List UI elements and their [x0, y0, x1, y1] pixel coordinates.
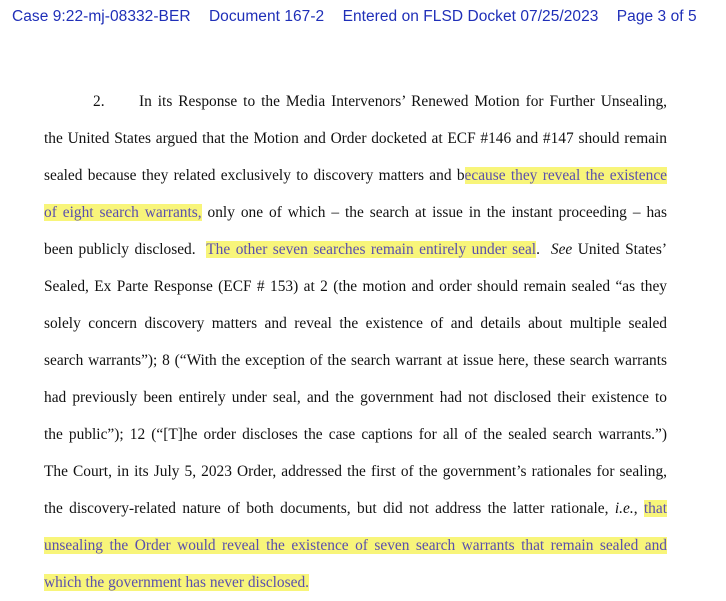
text-span: The Court, in its July 5, 2023 Order, addressed the first of the government’s rationales for sealing,: [44, 463, 667, 480]
document-number: Document 167-2: [208, 8, 325, 25]
text-line: [44, 564, 667, 601]
highlighted-text: which the government has never disclosed.: [44, 574, 309, 591]
text-line: [44, 120, 667, 157]
abbreviation-ie: i.e.: [614, 500, 634, 517]
text-span: United States’: [572, 241, 667, 258]
text-line: [44, 194, 667, 231]
docket-header: [12, 8, 714, 26]
text-line: [44, 453, 667, 490]
text-span: solely concern discovery matters and reveal the existence of and details about multiple sealed: [44, 315, 667, 332]
highlighted-text: The other seven searches remain entirely under seal: [206, 241, 537, 258]
docket-entry: Entered on FLSD Docket 07/25/2023: [342, 8, 599, 25]
text-span: only one of which – the search at issue in the instant proceeding – has: [201, 204, 667, 221]
text-span: the United States argued that the Motion and Order docketed at ECF #146 and #147 should remain: [44, 130, 667, 147]
text-line: [44, 342, 667, 379]
text-span: been publicly disclosed.: [44, 241, 207, 258]
text-line: [44, 416, 667, 453]
text-span: sealed because they related exclusively to discovery matters and b: [44, 167, 465, 184]
highlighted-text: unsealing the Order would reveal the existence of seven search warrants that remain sealed and: [44, 537, 667, 554]
text-span: .: [536, 241, 551, 258]
text-span: In its Response to the Media Intervenors’ Renewed Motion for Further Unsealing,: [139, 93, 667, 110]
citation-signal: See: [550, 241, 573, 258]
text-line: [44, 305, 667, 342]
text-span: Sealed, Ex Parte Response (ECF # 153) at 2 (the motion and order should remain sealed “as they: [44, 278, 667, 295]
text-line: [44, 268, 667, 305]
page-indicator: Page 3 of 5: [616, 8, 697, 25]
text-span: ,: [633, 500, 644, 517]
paragraph-number: 2.: [93, 93, 105, 110]
text-span: had previously been entirely under seal, and the government had not disclosed their existence to: [44, 389, 667, 406]
text-line: [44, 379, 667, 416]
text-line: [44, 527, 667, 564]
text-line: [44, 83, 667, 120]
document-body: [44, 83, 667, 601]
text-span: the public”); 12 (“[T]he order discloses the case captions for all of the sealed search warrants.”): [44, 426, 667, 443]
highlighted-text: of eight search warrants,: [44, 204, 202, 221]
highlighted-text: ecause they reveal the existence: [464, 167, 667, 184]
text-line: [44, 231, 667, 268]
case-number: Case 9:22-mj-08332-BER: [12, 8, 191, 25]
text-span: the discovery-related nature of both documents, but did not address the latter rationale,: [44, 500, 615, 517]
text-line: [44, 157, 667, 194]
text-line: [44, 490, 667, 527]
text-span: search warrants”); 8 (“With the exception of the search warrant at issue here, these search warrants: [44, 352, 667, 369]
highlighted-text: that: [643, 500, 667, 517]
